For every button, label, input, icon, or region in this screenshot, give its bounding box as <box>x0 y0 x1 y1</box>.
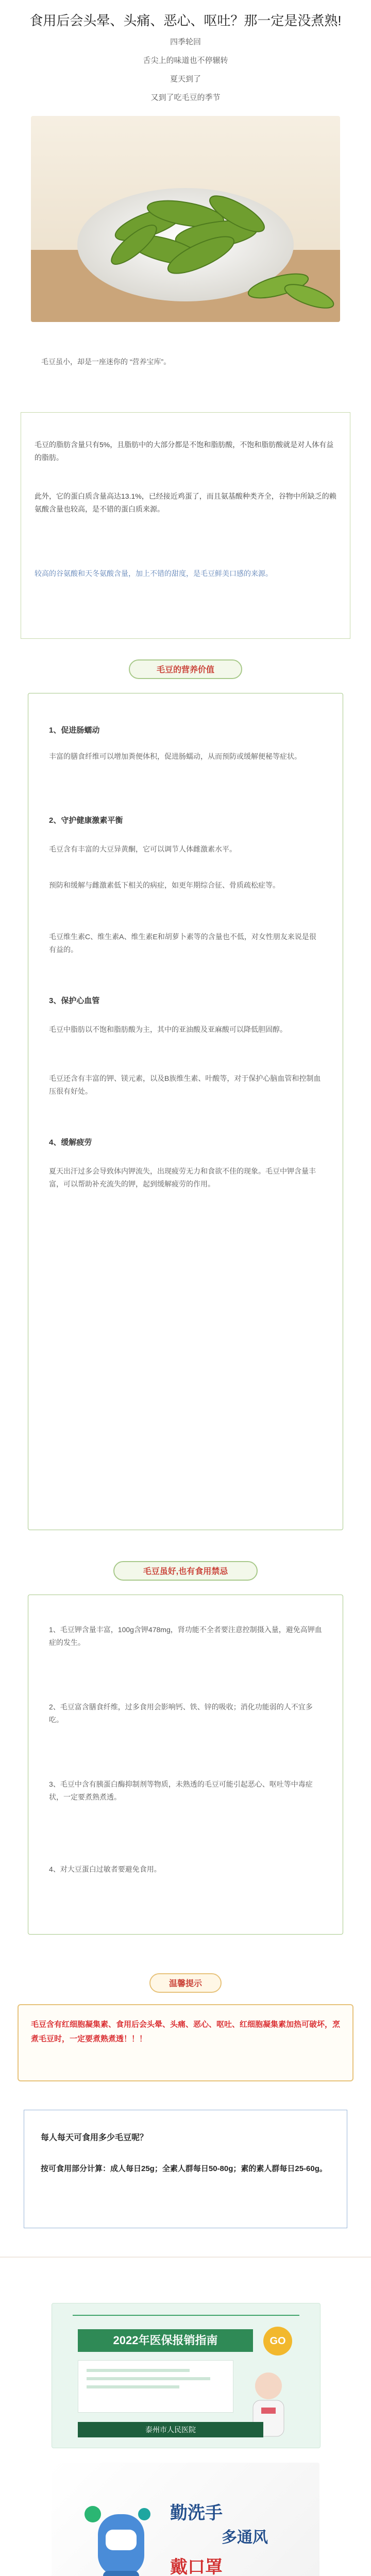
qa-answer: 按可食用部分计算：成人每日25g；全素人群每日50-80g；素的素人群每日25-60g。 <box>41 2164 327 2173</box>
nutrition-s2-body-3: 毛豆维生素C、维生素A、维生素E和胡萝卜素等的含量也不低，对女性朋友来说是很有益的。 <box>49 933 316 954</box>
tips-box <box>18 2004 353 2081</box>
tips-header: 温馨提示 <box>149 1973 222 1993</box>
nutrition-s3-body-1: 毛豆中脂肪以不饱和脂肪酸为主，其中的亚油酸及亚麻酸可以降低胆固醇。 <box>49 1025 287 1033</box>
tips-warning: 毛豆含有红细胞凝集素、食用后会头晕、头痛、恶心、呕吐、红细胞凝集素加热可破坏，烹煮毛豆时，一定要煮熟煮透！！！ <box>31 2020 341 2043</box>
intro-box <box>21 412 350 639</box>
intro-line-4: 较高的谷氨酸和天冬氨酸含量，加上不错的甜度，是毛豆鲜美口感的来源。 <box>35 569 273 578</box>
go-button[interactable]: GO <box>263 2327 292 2355</box>
qa-question: 每人每天可食用多少毛豆呢？ <box>41 2133 148 2142</box>
nutrition-s1-title: 1、促进肠蠕动 <box>49 726 100 735</box>
cooking-box <box>28 1595 343 1935</box>
poem-line-2: 舌尖上的味道也不停辗转 <box>143 56 228 65</box>
nutrition-s4-title: 4、缓解疲劳 <box>49 1138 92 1147</box>
edamame-photo <box>31 116 340 322</box>
cooking-header: 毛豆虽好,也有食用禁忌 <box>113 1561 258 1581</box>
cooking-item-2: 2、毛豆富含膳食纤维，过多食用会影响钙、铁、锌的吸收；消化功能弱的人不宜多吃。 <box>49 1703 313 1724</box>
nutrition-s2-body-2: 预防和缓解与雌激素低下相关的病症，如更年期综合征、骨质疏松症等。 <box>49 881 280 889</box>
nutrition-s3-title: 3、保护心血管 <box>49 996 100 1005</box>
covid-line-3: 戴口罩 <box>170 2557 223 2576</box>
covid-line-1: 勤洗手 <box>170 2503 223 2523</box>
nutrition-header: 毛豆的营养价值 <box>129 659 242 679</box>
page-title: 食用后会头晕、头痛、恶心、呕吐？那一定是没煮熟! <box>29 13 342 28</box>
intro-line-1: 毛豆虽小，却是一座迷你的 “营养宝库”。 <box>41 358 171 366</box>
cooking-item-4: 4、对大豆蛋白过敏者要避免食用。 <box>49 1865 161 1873</box>
covid-banner[interactable] <box>52 2463 319 2576</box>
intro-line-2: 毛豆的脂肪含量只有5%，且脂肪中的大部分都是不饱和脂肪酸，不饱和脂肪酸就是对人体有益的脂肪。 <box>35 440 334 462</box>
poem-line-4: 又到了吃毛豆的季节 <box>150 93 221 102</box>
nutrition-s2-title: 2、守护健康激素平衡 <box>49 816 123 825</box>
insurance-year-title: 2022年医保报销指南 <box>78 2329 253 2352</box>
nutrition-s1-body: 丰富的膳食纤维可以增加粪便体积，促进肠蠕动，从而预防或缓解便秘等症状。 <box>49 752 301 760</box>
protective-suit-figure <box>62 2494 165 2576</box>
nutrition-s2-body-1: 毛豆含有丰富的大豆异黄酮，它可以调节人体雌激素水平。 <box>49 845 237 853</box>
insurance-card <box>78 2360 233 2413</box>
hospital-name: 泰州市人民医院 <box>78 2422 263 2437</box>
cooking-item-3: 3、毛豆中含有胰蛋白酶抑制剂等物质，未熟透的毛豆可能引起恶心、呕吐等中毒症状，一定要煮熟煮透。 <box>49 1780 313 1801</box>
poem-line-1: 四季轮回 <box>170 38 201 46</box>
covid-line-2: 多通风 <box>222 2529 268 2546</box>
nutrition-box <box>28 693 343 1530</box>
poem-line-3: 夏天到了 <box>170 75 201 83</box>
nutrition-s4-body: 夏天出汗过多会导致体内钾流失，出现疲劳无力和食欲不佳的现象。毛豆中钾含量丰富，可以帮助补充流失的钾，起到缓解疲劳的作用。 <box>49 1167 316 1188</box>
intro-line-3: 此外，它的蛋白质含量高达13.1%，已经接近鸡蛋了，而且氨基酸种类齐全，谷物中所缺乏的赖氨酸含量也较高，是不错的蛋白质来源。 <box>35 492 336 513</box>
cooking-item-1: 1、毛豆钾含量丰富，100g含钾478mg，肾功能不全者要注意控制摄入量，避免高钾血症的发生。 <box>49 1625 322 1647</box>
insurance-banner[interactable] <box>52 2303 321 2448</box>
nutrition-s3-body-2: 毛豆还含有丰富的钾、镁元素，以及B族维生素、叶酸等，对于保护心脑血管和控制血压很有好处。 <box>49 1074 321 1095</box>
qa-box <box>24 2110 347 2228</box>
divider <box>0 2257 371 2258</box>
